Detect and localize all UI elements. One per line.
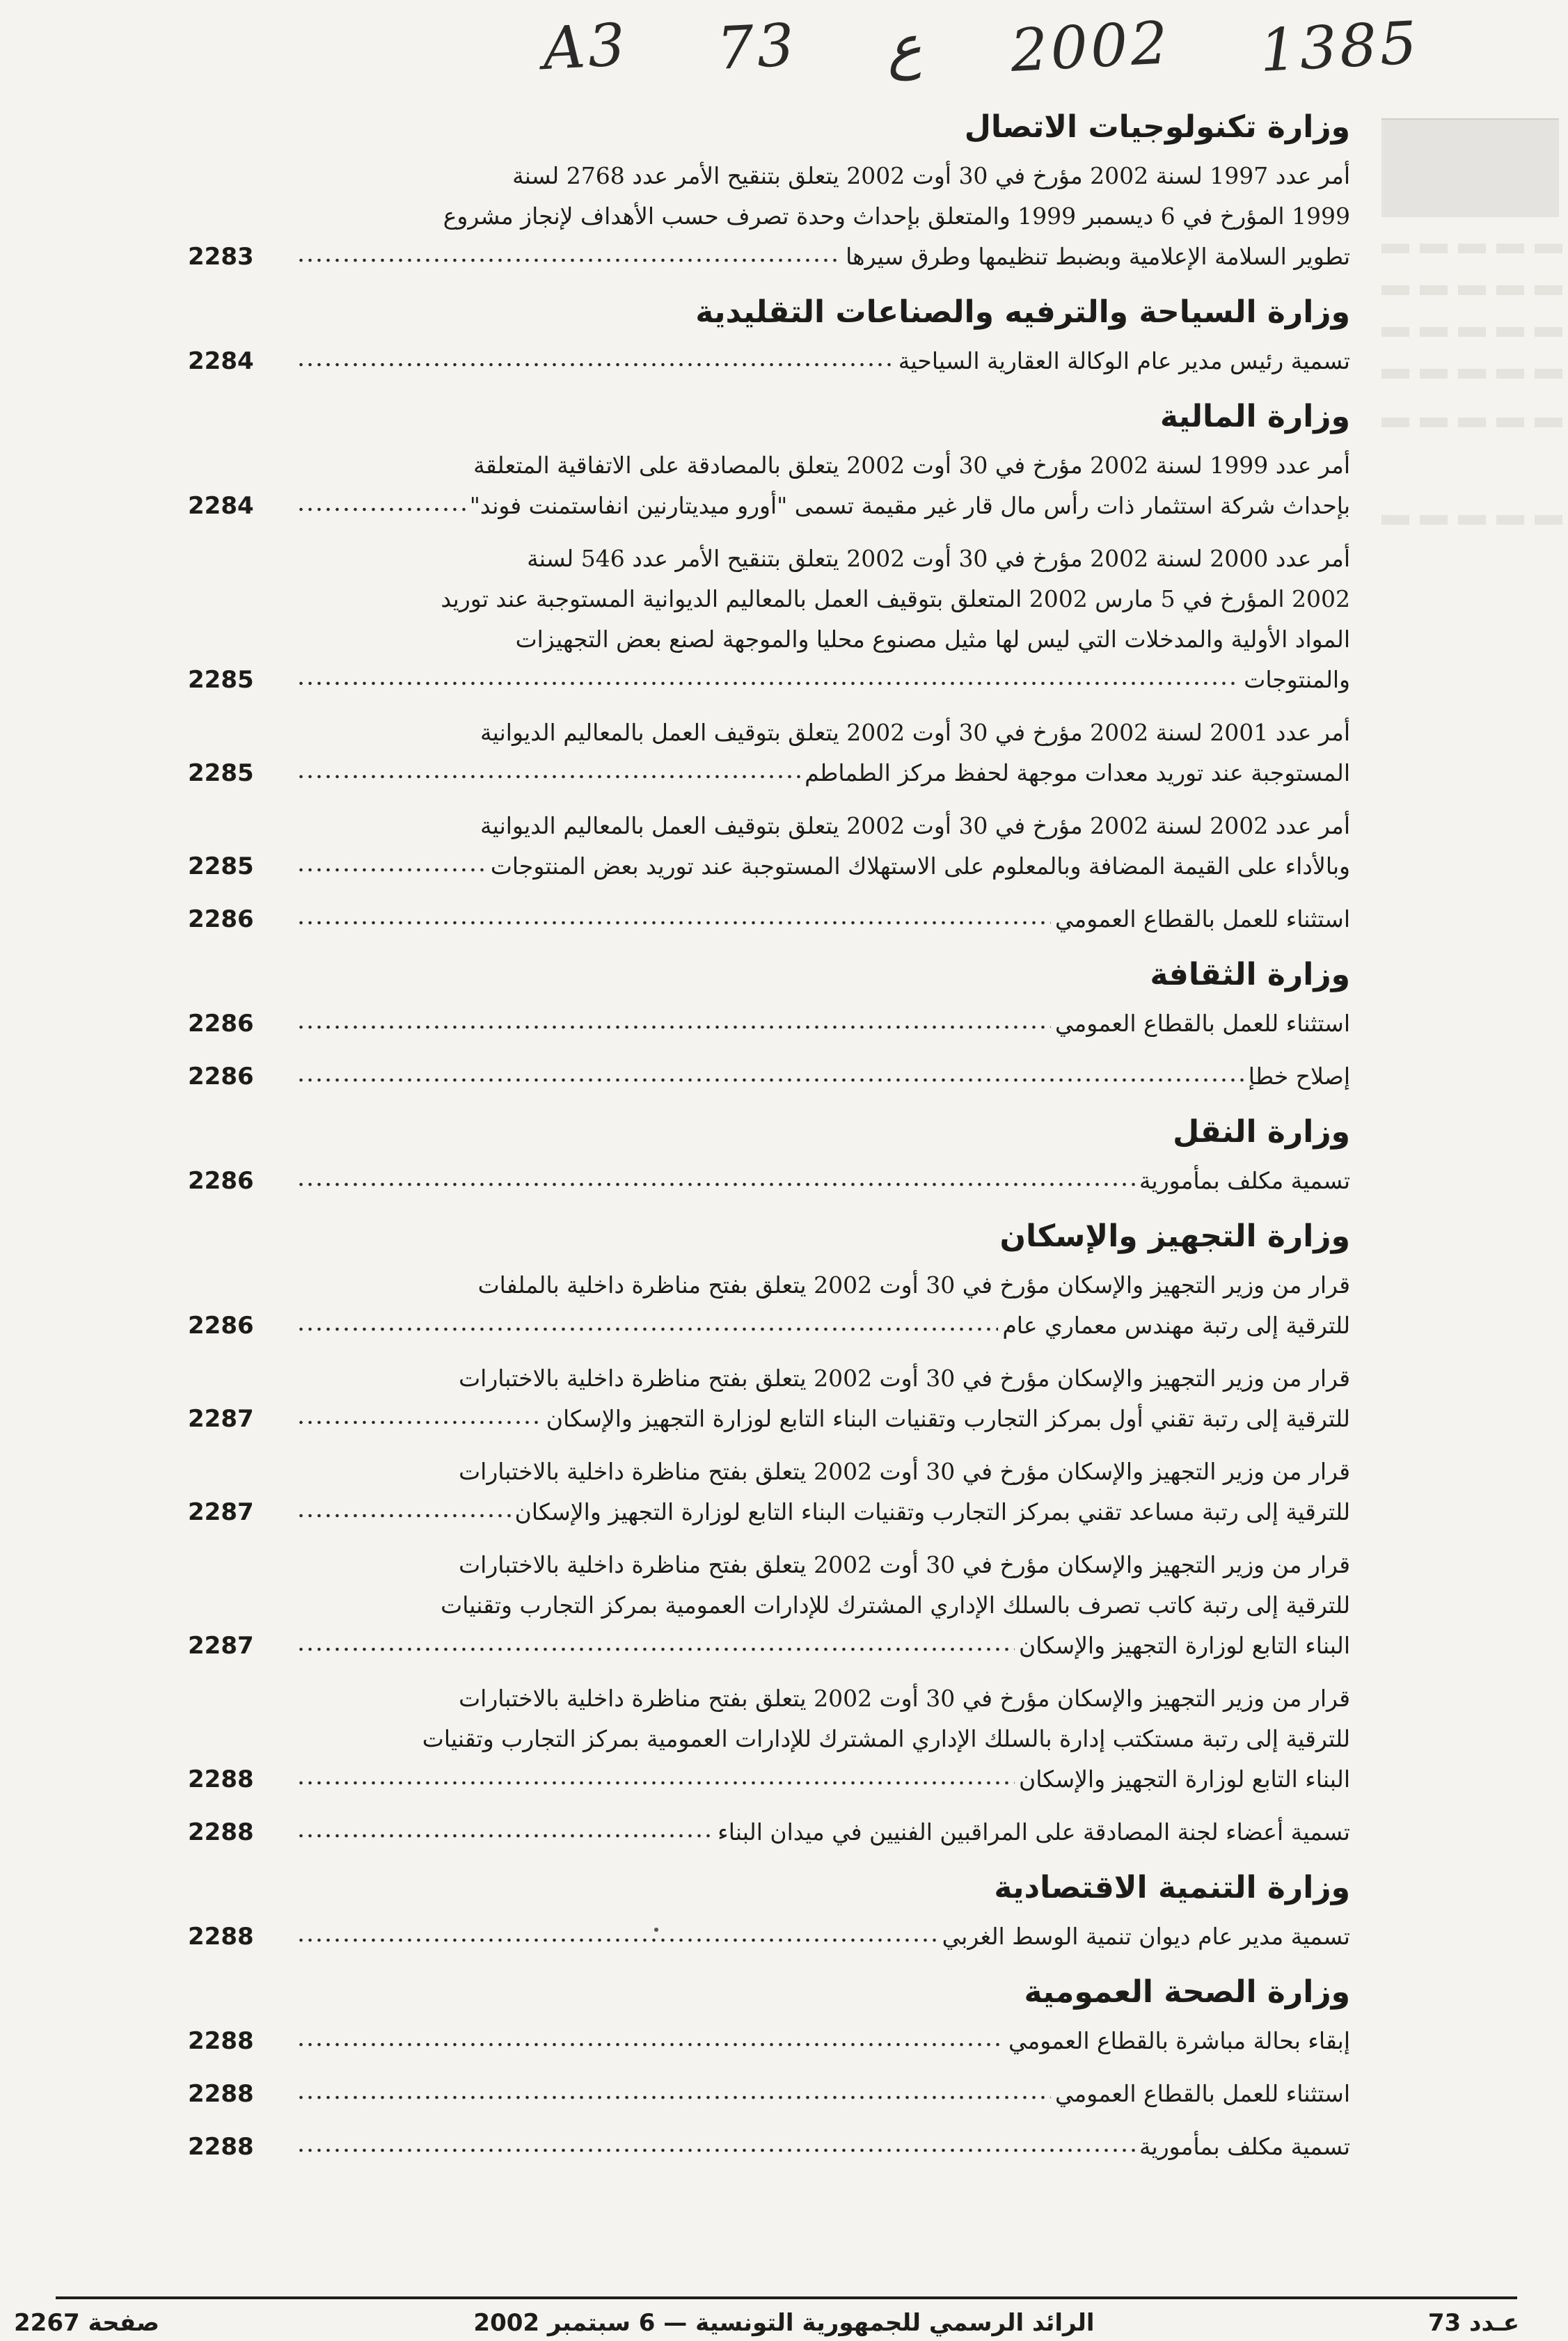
handnote-part: 73 [715,10,799,83]
toc-entry[interactable] [188,1545,1350,1666]
entry-text-line: للترقية إلى رتبة مستكتب إدارة بالسلك الإداري المشترك للإدارات العمومية بمركز التجارب وتقنيات [422,1725,1350,1752]
bleed-through-line [1381,418,1568,427]
toc-entry[interactable] [188,1917,1350,1957]
entry-text-line: أمر عدد 1999 لسنة 2002 مؤرخ في 30 أوت 2002 يتعلق بالمصادقة على الاتفاقية المتعلقة [473,452,1350,479]
footer-issue: عـدد 73 [1427,2309,1519,2337]
dot-leader [296,2083,1051,2106]
entry-text-line: قرار من وزير التجهيز والإسكان مؤرخ في 30 أوت 2002 يتعلق بفتح مناظرة داخلية بالاختبارات [459,1458,1350,1485]
entry-title: تسمية مكلف بمأمورية [1139,1167,1350,1194]
paper-speck [654,1928,658,1932]
entry-text-line: 1999 المؤرخ في 6 ديسمبر 1999 والمتعلق بإحداث وحدة تصرف حسب الأهداف لإنجاز مشروع [443,203,1350,230]
entry-title: بإحداث شركة استثمار ذات رأس مال قار غير مقيمة تسمى "أورو ميديتارنين انفاستمنت فوند" [469,492,1350,519]
entry-page-number: 2287 [188,1632,254,1660]
entry-title: استثناء للعمل بالقطاع العمومي [1055,2080,1350,2107]
ministry-section [188,394,1350,939]
bleed-through-box [1381,118,1559,217]
entry-final-line [188,486,1350,526]
entry-title: والمنتوجات [1244,666,1350,693]
dot-leader [296,1926,938,1949]
entry-text-line: قرار من وزير التجهيز والإسكان مؤرخ في 30 أوت 2002 يتعلق بفتح مناظرة داخلية بالاختبارات [459,1551,1350,1578]
entry-page-number: 2286 [188,1010,254,1038]
ministry-section [188,289,1350,381]
toc-entry[interactable] [188,539,1350,700]
entry-page-number: 2288 [188,2080,254,2108]
entry-text-line: 2002 المؤرخ في 5 مارس 2002 المتعلق بتوقيف العمل بالمعاليم الديوانية المستوجبة عند توريد [441,585,1350,612]
handwritten-annotation [541,8,1422,85]
ministry-title: وزارة الصحة العمومية [1024,1974,1350,2010]
ministry-section [188,104,1350,277]
entry-final-line [188,1492,1350,1532]
entry-page-number: 2285 [188,852,254,880]
ministry-title: وزارة المالية [1159,399,1350,434]
ministry-title: وزارة النقل [1173,1114,1350,1150]
ministry-title: وزارة الثقافة [1150,957,1350,992]
entry-final-line [188,2074,1350,2114]
handnote-part: ع [885,11,924,82]
ministry-title: وزارة التنمية الاقتصادية [994,1870,1350,1905]
entry-title: المستوجبة عند توريد معدات موجهة لحفظ مركز الطماطم [805,759,1350,786]
entry-title: للترقية إلى رتبة تقني أول بمركز التجارب وتقنيات البناء التابع لوزارة التجهيز والإسكان [546,1405,1350,1432]
entry-final-line [188,1812,1350,1852]
entry-final-line [188,1161,1350,1201]
bleed-through-line [1381,515,1568,525]
entry-page-number: 2288 [188,2133,254,2161]
entry-text-line: أمر عدد 2000 لسنة 2002 مؤرخ في 30 أوت 2002 يتعلق بتنقيح الأمر عدد 546 لسنة [527,545,1350,572]
handnote-part: 1385 [1258,8,1422,85]
entry-page-number: 2288 [188,1923,254,1951]
entry-page-number: 2283 [188,243,254,271]
bleed-through-line [1381,369,1568,379]
entry-text-line: أمر عدد 1997 لسنة 2002 مؤرخ في 30 أوت 2002 يتعلق بتنقيح الأمر عدد 2768 لسنة [512,162,1350,189]
dot-leader [296,1635,1015,1658]
toc-entry[interactable] [188,1265,1350,1346]
toc-entry[interactable] [188,1003,1350,1044]
toc-entry[interactable] [188,713,1350,793]
dot-leader [296,1408,542,1431]
entry-title: تسمية مكلف بمأمورية [1139,2133,1350,2160]
entry-page-number: 2287 [188,1498,254,1526]
dot-leader [296,1065,1244,1088]
dot-leader [296,1170,1135,1193]
entry-page-number: 2284 [188,347,254,375]
bleed-through-line [1381,285,1568,295]
toc-entry[interactable] [188,1358,1350,1439]
toc-entry[interactable] [188,1161,1350,1201]
entry-title: تسمية رئيس مدير عام الوكالة العقارية السياحية [898,347,1350,374]
ministry-section [188,1214,1350,1852]
entry-final-line [188,2021,1350,2061]
entry-page-number: 2288 [188,1765,254,1793]
entry-title: تطوير السلامة الإعلامية وبضبط تنظيمها وطرق سيرها [846,243,1350,270]
toc-entry[interactable] [188,2074,1350,2114]
entry-final-line [188,899,1350,939]
entry-title: إبقاء بحالة مباشرة بالقطاع العمومي [1008,2027,1350,2054]
dot-leader [296,1315,998,1338]
dot-leader [296,669,1240,692]
ministry-title: وزارة التجهيز والإسكان [999,1219,1350,1254]
footer-journal: الرائد الرسمي للجمهورية التونسية — 6 سبتمبر 2002 [473,2309,1095,2337]
entry-text-line: أمر عدد 2002 لسنة 2002 مؤرخ في 30 أوت 2002 يتعلق بتوقيف العمل بالمعاليم الديوانية [480,812,1350,839]
entry-title: للترقية إلى رتبة مهندس معماري عام [1002,1312,1350,1339]
toc-entry[interactable] [188,445,1350,526]
toc-entry[interactable] [188,1056,1350,1097]
entry-title: البناء التابع لوزارة التجهيز والإسكان [1018,1765,1350,1793]
entry-title: تسمية مدير عام ديوان تنمية الوسط الغربي [942,1923,1350,1950]
entry-final-line [188,1003,1350,1044]
entry-title: استثناء للعمل بالقطاع العمومي [1055,1010,1350,1037]
toc-entry[interactable] [188,1452,1350,1532]
entry-final-line [188,341,1350,381]
entry-final-line [188,237,1350,277]
ministry-section [188,952,1350,1097]
toc-entry[interactable] [188,899,1350,939]
entry-final-line [188,2127,1350,2167]
dot-leader [296,2030,1004,2053]
bleed-through-line [1381,244,1568,253]
dot-leader [296,1501,511,1524]
toc-entry[interactable] [188,156,1350,277]
entry-text-line: للترقية إلى رتبة كاتب تصرف بالسلك الإداري المشترك للإدارات العمومية بمركز التجارب وتقنيات [441,1592,1350,1619]
entry-page-number: 2285 [188,666,254,694]
entry-title: إصلاح خطإ [1248,1063,1350,1090]
entry-page-number: 2286 [188,1063,254,1090]
entry-page-number: 2286 [188,1312,254,1340]
entry-title: استثناء للعمل بالقطاع العمومي [1055,905,1350,933]
entry-page-number: 2288 [188,2027,254,2055]
toc-entry[interactable] [188,806,1350,887]
entry-final-line [188,846,1350,887]
entry-final-line [188,1626,1350,1666]
entry-text-line: قرار من وزير التجهيز والإسكان مؤرخ في 30 أوت 2002 يتعلق بفتح مناظرة داخلية بالاختبارات [459,1685,1350,1712]
entry-text-line: المواد الأولية والمدخلات التي ليس لها مثيل مصنوع محليا والموجهة لصنع بعض التجهيزات [515,626,1350,653]
entry-page-number: 2286 [188,1167,254,1195]
dot-leader [296,1013,1051,1035]
toc-entry[interactable] [188,341,1350,381]
dot-leader [296,762,800,785]
table-of-contents [188,104,1350,2180]
entry-final-line [188,1056,1350,1097]
ministry-title: وزارة تكنولوجيات الاتصال [964,109,1350,145]
entry-final-line [188,1759,1350,1800]
entry-final-line [188,1917,1350,1957]
dot-leader [296,1768,1015,1791]
entry-title: للترقية إلى رتبة مساعد تقني بمركز التجارب وتقنيات البناء التابع لوزارة التجهيز والإسكان [514,1498,1350,1525]
handnote-part: 2002 [1008,8,1173,85]
entry-page-number: 2287 [188,1405,254,1433]
dot-leader [296,855,486,878]
toc-entry[interactable] [188,1679,1350,1800]
ministry-section [188,1969,1350,2167]
toc-entry[interactable] [188,2021,1350,2061]
entry-page-number: 2288 [188,1818,254,1846]
ministry-section [188,1865,1350,1957]
bleed-through-line [1381,327,1568,337]
entry-final-line [188,1399,1350,1439]
ministry-section [188,1109,1350,1201]
dot-leader [296,908,1051,931]
entry-title: وبالأداء على القيمة المضافة وبالمعلوم على الاستهلاك المستوجبة عند توريد بعض المنتوجات [490,852,1350,880]
dot-leader [296,350,894,373]
entry-text-line: قرار من وزير التجهيز والإسكان مؤرخ في 30 أوت 2002 يتعلق بفتح مناظرة داخلية بالملفات [477,1271,1350,1299]
dot-leader [296,495,466,518]
entry-page-number: 2284 [188,492,254,520]
dot-leader [296,2136,1135,2159]
entry-page-number: 2286 [188,905,254,933]
footer-page-number: صفحة 2267 [14,2309,159,2337]
dot-leader [296,246,841,269]
ministry-title: وزارة السياحة والترفيه والصناعات التقليدية [695,294,1350,330]
entry-page-number: 2285 [188,759,254,787]
entry-title: تسمية أعضاء لجنة المصادقة على المراقبين الفنيين في ميدان البناء [718,1818,1350,1846]
entry-final-line [188,1306,1350,1346]
page-footer [0,2309,1568,2337]
entry-text-line: قرار من وزير التجهيز والإسكان مؤرخ في 30 أوت 2002 يتعلق بفتح مناظرة داخلية بالاختبارات [459,1365,1350,1392]
entry-text-line: أمر عدد 2001 لسنة 2002 مؤرخ في 30 أوت 2002 يتعلق بتوقيف العمل بالمعاليم الديوانية [480,719,1350,746]
toc-entry[interactable] [188,2127,1350,2167]
entry-final-line [188,660,1350,700]
footer-rule [56,2296,1517,2299]
dot-leader [296,1821,713,1844]
toc-entry[interactable] [188,1812,1350,1852]
entry-final-line [188,753,1350,793]
entry-title: البناء التابع لوزارة التجهيز والإسكان [1018,1632,1350,1659]
handnote-part: A3 [541,10,630,84]
